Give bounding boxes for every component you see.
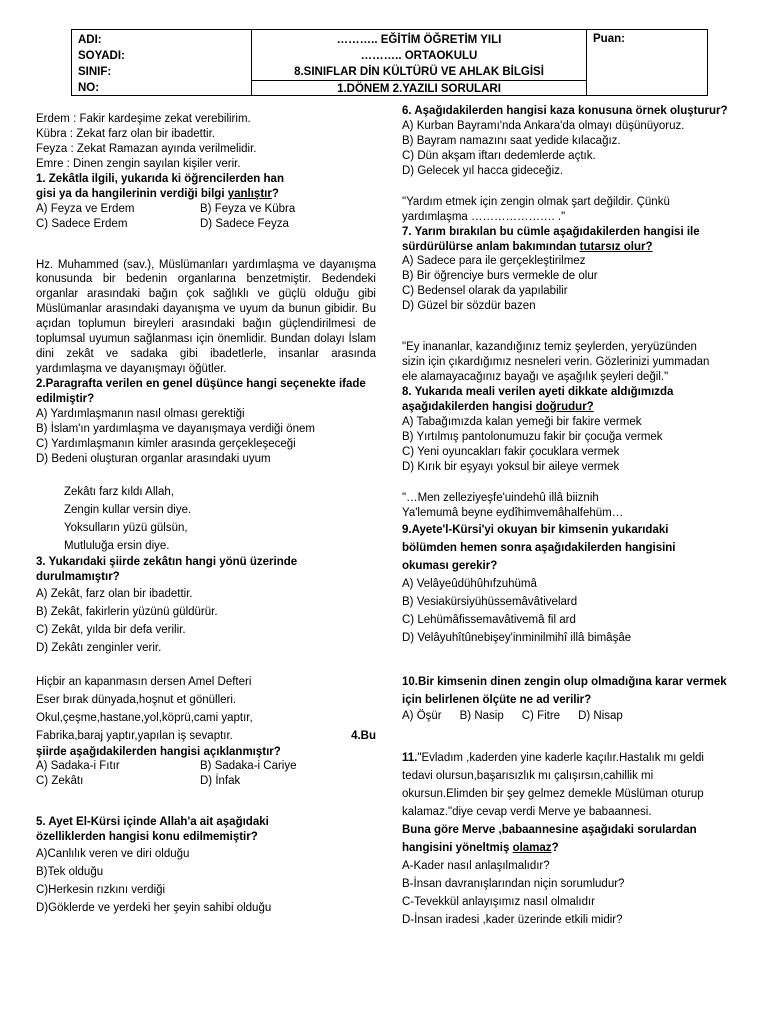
question-text: 2.Paragrafta verilen en genel düşünce hangi seçenekte ifade edilmiştir? — [36, 378, 366, 405]
score-label: Puan: — [593, 33, 625, 45]
option-d[interactable]: D) Zekâtı zenginler verir. — [36, 641, 162, 654]
option-d[interactable]: D)Göklerde ve yerdeki her şeyin sahibi olduğu — [36, 902, 272, 915]
option-b[interactable]: B)Tek olduğu — [36, 866, 104, 879]
option-b[interactable]: B) Bir öğrenciye burs vermekle de olur — [402, 270, 598, 283]
question-text: 1. Zekâtla ilgili, yukarıda ki öğrencilerden han gisi ya da hangilerinin verdiği bilgi yanlıştır? — [36, 172, 284, 200]
options-row — [402, 709, 742, 724]
option-d[interactable]: D) Güzel bir sözdür bazen — [402, 300, 536, 313]
option-b[interactable]: B) Bayram namazını saat yedide kılacağız. — [402, 134, 621, 147]
options-row — [36, 774, 376, 789]
question-8 — [402, 340, 742, 474]
paragraph: Hz. Muhammed (sav.), Müslümanları yardımlaşma ve dayanışma konusunda bir bedenin organlarına benzetmiştir. Bedendeki organlar arasındaki bağın çok sağlıklı ve güçlü olduğu gibi Müslümanlar arasındaki dayanışma ve uyum da bunun gibidir. Bu açıdan toplumun bireyleri arasındaki bağın güçlendirilmesi de toplumsal uyumun sağlanması için önemlidir. Bundan dolayı İslam dini zekât ve sadaka gibi ibadetlerle, insanlar arasında yardımlaşma ve dayanışmayı öğütler. — [36, 258, 376, 376]
question-5 — [36, 815, 376, 917]
option-c[interactable]: C) Yardımlaşmanın kimler arasında gerçekleşeceği — [36, 437, 296, 450]
school-name: ……….. ORTAOKULU — [360, 50, 478, 62]
student-info — [72, 30, 252, 95]
question-text: 5. Ayet El-Kürsi içinde Allah'a ait aşağıdaki özelliklerden hangisi konu edilmemiştir? — [36, 816, 269, 844]
poem: Zekâtı farz kıldı Allah, Zengin kullar versin diye. Yoksulların yüzü gülsün, Mutluluğa ersin diye. — [64, 485, 192, 552]
statement: Emre : Dinen zengin sayılan kişiler verir. — [36, 157, 241, 170]
question-3 — [36, 483, 376, 657]
story: 11."Evladım ,kaderden yine kaderle kaçılır.Hastalık mı geldi — [402, 752, 704, 765]
class-label: SINIF: — [78, 66, 112, 78]
options-row — [36, 217, 376, 232]
option-a[interactable]: A) Sadaka-i Fıtır — [36, 760, 120, 773]
question-text: 9.Ayete'l-Kürsi'yi okuyan bir kimsenin yukarıdaki bölümden hemen sonra aşağıdakilerden hangisini okuması gerekir? — [402, 523, 676, 572]
question-number: 11. — [402, 752, 418, 765]
option-a[interactable]: A) Sadece para ile gerçekleştirilmez — [402, 255, 586, 268]
option-a[interactable]: A) Yardımlaşmanın nasıl olması gerektiği — [36, 407, 245, 420]
option-c[interactable]: C) Yeni oyuncakları fakir çocuklara vermek — [402, 445, 620, 458]
option-a[interactable]: A)Canlılık veren ve diri olduğu — [36, 848, 190, 861]
option-c[interactable]: C) Bedensel olarak da yapılabilir — [402, 285, 568, 298]
option-b[interactable]: B) İslam'ın yardımlaşma ve dayanışmaya verdiği önem — [36, 422, 315, 435]
quote: yardımlaşma …………………. ." — [402, 210, 566, 223]
option-d[interactable]: D-İnsan iradesi ,kader üzerinde etkili midir? — [402, 914, 623, 927]
surname-label: SOYADI: — [78, 50, 125, 62]
name-label: ADI: — [78, 34, 102, 46]
option-d[interactable]: D) Gelecek yıl hacca gideceğiz. — [402, 164, 564, 177]
exam-name: 1.DÖNEM 2.YAZILI SORULARI — [337, 83, 501, 95]
option-a[interactable]: A) Öşür — [402, 709, 442, 722]
question-text: 7. Yarım bırakılan bu cümle aşağıdakilerden hangisi ile sürdürülürse anlam bakımından tutarsız olur? — [402, 225, 700, 253]
option-c[interactable]: C)Herkesin rızkını verdiği — [36, 884, 166, 897]
story: okursun.Elimden bir şey gelmez demekle Müslüman oturup — [402, 788, 704, 801]
option-c[interactable]: C) Zekât, yılda bir defa verilir. — [36, 623, 186, 636]
quote: sizin için çıkardığımız nesneleri verin. Gözlerinizi yummadan — [402, 356, 710, 369]
option-b[interactable]: B) Nasip — [459, 709, 504, 722]
option-b[interactable]: B) Feyza ve Kübra — [200, 202, 296, 215]
question-text: Buna göre Merve ,babaannesine aşağıdaki sorulardan hangisini yöneltmiş olamaz? — [402, 824, 697, 855]
option-a[interactable]: A-Kader nasıl anlaşılmalıdır? — [402, 860, 550, 873]
option-a[interactable]: A) Kurban Bayramı'nda Ankara'da olmayı düşünüyoruz. — [402, 119, 685, 132]
option-b[interactable]: B-İnsan davranışlarından niçin sorumludur? — [402, 878, 625, 891]
story: tedavi olursun,başarısızlık mı çalışırsın,cahillik mi — [402, 770, 654, 783]
story: kalamaz."diye cevap verdi Merve ye babaannesi. — [402, 806, 652, 819]
option-d[interactable]: D) Sadece Feyza — [200, 217, 289, 230]
question-4 — [36, 673, 376, 790]
poem: Hiçbir an kapanmasın dersen Amel Defteri Eser bırak dünyada,hoşnut et gönülleri. Okul,çeşme,hastane,yol,köprü,cami yaptır, Fabrika,baraj yaptır,yapılan iş sevaptır. 4.Bu — [36, 673, 376, 745]
option-c[interactable]: C-Tevekkül anlayışımız nasıl olmalıdır — [402, 896, 596, 909]
left-column — [36, 112, 376, 917]
question-9 — [402, 491, 742, 647]
option-c[interactable]: C) Zekâtı — [36, 775, 84, 788]
question-text: 10.Bir kimsenin dinen zengin olup olmadığına karar vermek için belirlenen ölçüte ne ad verilir? — [402, 675, 727, 706]
question-7 — [402, 195, 742, 315]
option-a[interactable]: A) Feyza ve Erdem — [36, 202, 135, 215]
option-b[interactable]: B) Sadaka-i Cariye — [200, 760, 297, 773]
quote: "Ey inananlar, kazandığınız temiz şeylerden, yeryüzünden — [402, 341, 697, 354]
option-c[interactable]: C) Fitre — [521, 709, 561, 722]
question-2 — [36, 258, 376, 467]
option-d[interactable]: D) İnfak — [200, 775, 241, 788]
option-a[interactable]: A) Tabağımızda kalan yemeği bir fakire vermek — [402, 415, 642, 428]
school-year: ……….. EĞİTİM ÖĞRETİM YILI — [336, 34, 502, 46]
exam-title — [252, 30, 587, 95]
right-column — [402, 104, 742, 929]
option-b[interactable]: B) Zekât, fakirlerin yüzünü güldürür. — [36, 605, 218, 618]
question-11 — [402, 749, 742, 929]
quote: "…Men zelleziyeşfe'uindehû illâ biiznih — [402, 491, 599, 504]
options-row — [36, 759, 376, 774]
statement: Feyza : Zekat Ramazan ayında verilmelidir. — [36, 142, 257, 155]
option-d[interactable]: D) Nisap — [578, 709, 623, 722]
option-b[interactable]: B) Yırtılmış pantolonumuzu fakir bir çocuğa vermek — [402, 430, 663, 443]
score-box — [587, 30, 707, 95]
option-c[interactable]: C) Sadece Erdem — [36, 217, 128, 230]
question-1 — [36, 112, 376, 232]
question-text: 6. Aşağıdakilerden hangisi kaza konusuna örnek oluşturur? — [402, 105, 728, 117]
question-number: 4.Bu — [351, 729, 376, 742]
question-text: şiirde aşağıdakilerden hangisi açıklanmıştır? — [36, 745, 281, 758]
option-d[interactable]: D) Bedeni oluşturan organlar arasındaki uyum — [36, 452, 271, 465]
option-b[interactable]: B) Vesiakürsiyühüssemâvâtivelard — [402, 595, 578, 608]
options-row — [36, 202, 376, 217]
option-a[interactable]: A) Velâyeûdühûhıfzuhümâ — [402, 577, 537, 590]
quote: ele alamayacağınız bayağı ve aşağılık şeyleri değil." — [402, 371, 669, 384]
statement: Kübra : Zekat farz olan bir ibadettir. — [36, 127, 215, 140]
question-6 — [402, 104, 742, 179]
option-c[interactable]: C) Lehümâfissemavâtivemâ fil ard — [402, 613, 576, 626]
course-name: 8.SINIFLAR DİN KÜLTÜRÜ VE AHLAK BİLGİSİ — [294, 66, 544, 78]
exam-header — [71, 29, 708, 96]
quote: Ya'lemumâ beyne eydîhimvemâhalfehüm… — [402, 506, 624, 519]
question-text: 3. Yukarıdaki şiirde zekâtın hangi yönü üzerinde durulmamıştır? — [36, 555, 298, 583]
question-text: 8. Yukarıda meali verilen ayeti dikkate aldığımızda aşağıdakilerden hangisi doğrudur? — [402, 386, 674, 413]
option-d[interactable]: D) Kırık bir eşyayı yoksul bir aileye vermek — [402, 460, 620, 473]
statement: Erdem : Fakir kardeşime zekat verebilirim. — [36, 113, 251, 125]
question-10 — [402, 673, 742, 724]
option-c[interactable]: C) Dün akşam iftarı dedemlerde açtık. — [402, 149, 596, 162]
quote: "Yardım etmek için zengin olmak şart değildir. Çünkü — [402, 195, 670, 208]
number-label: NO: — [78, 82, 100, 94]
option-d[interactable]: D) Velâyuhîtûnebişey'inminilmihî illâ bimâşâe — [402, 631, 632, 644]
option-a[interactable]: A) Zekât, farz olan bir ibadettir. — [36, 587, 193, 600]
